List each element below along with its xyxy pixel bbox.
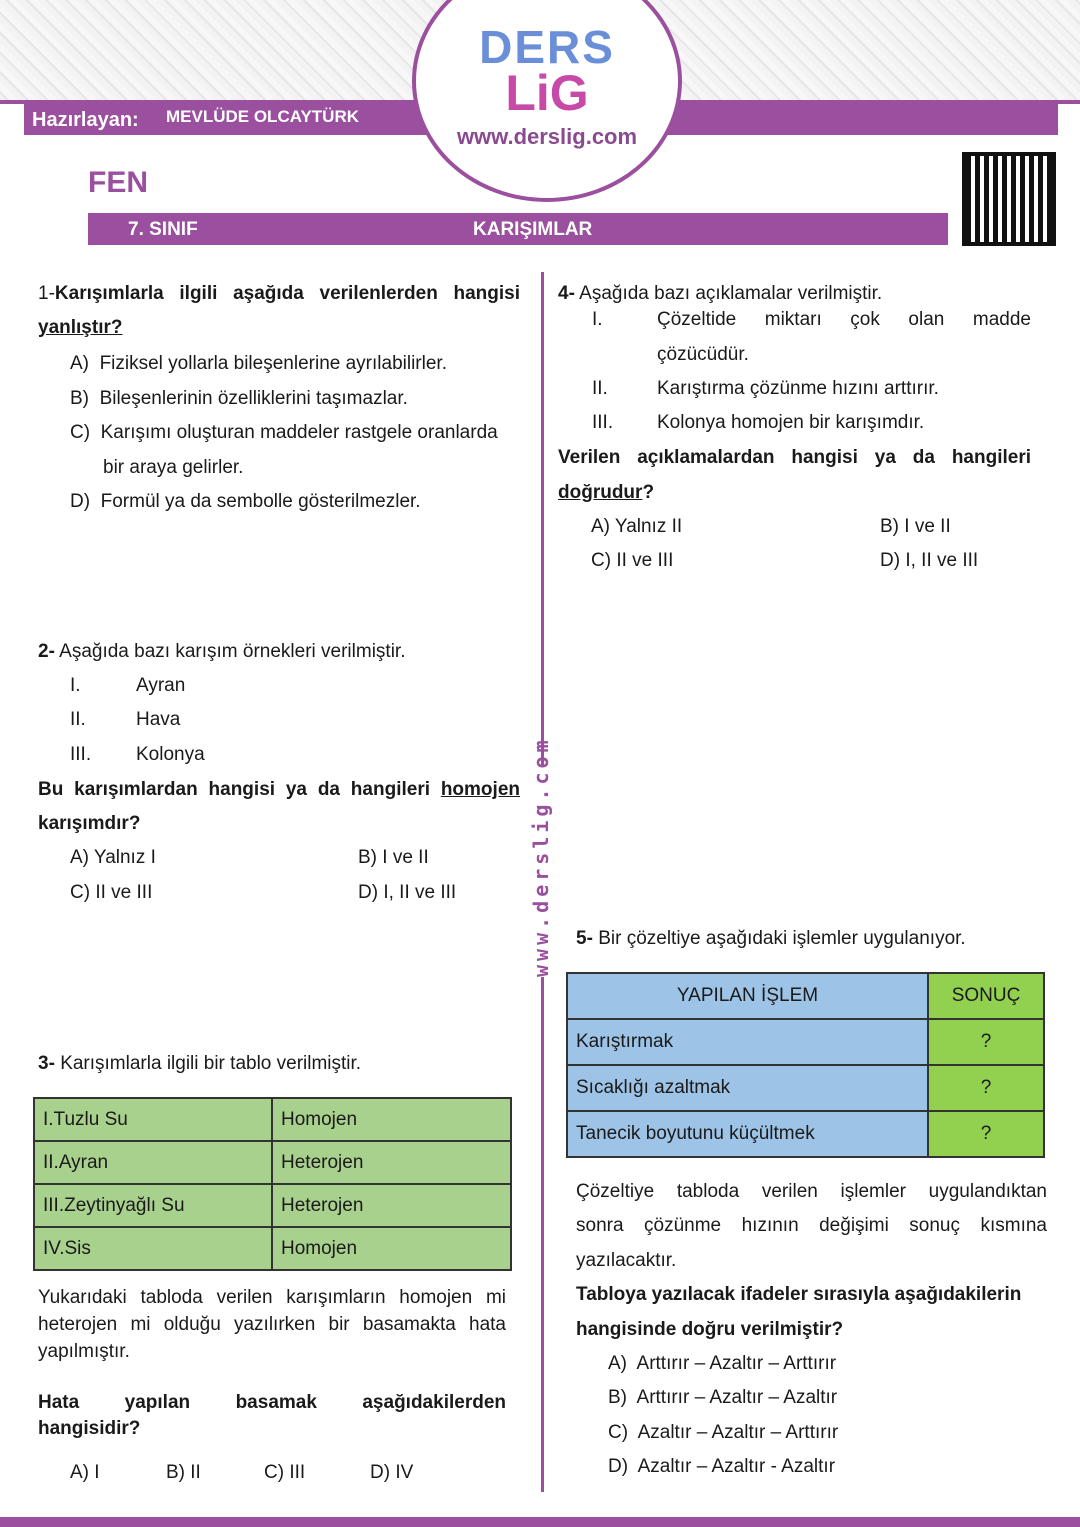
q1-stem-underlined: yanlıştır? (38, 317, 123, 338)
q1-stem: Karışımlarla ilgili aşağıda verilenlerden hangisi (54, 283, 520, 304)
q5-stem-cont: hangisinde doğru verilmiştir? (576, 1319, 844, 1340)
option-text: Arttırır – Azaltır – Azaltır (636, 1387, 838, 1408)
q3-stem: Hata yapılan basamak aşağıdakilerden (38, 1392, 506, 1413)
q2-stem-underlined: homojen (440, 779, 520, 800)
table-row (34, 1141, 511, 1184)
q5-option-d[interactable] (608, 1450, 835, 1485)
q1-option-b[interactable] (70, 382, 408, 417)
option-text: Karışımı oluşturan maddeler rastgele oranlarda (100, 422, 498, 443)
q4-option-a[interactable]: A) Yalnız II (591, 516, 683, 537)
footer-bar (0, 1517, 1080, 1527)
q4-option-c[interactable]: C) II ve III (591, 550, 674, 571)
q4-item-num: II. (592, 378, 608, 399)
q4-item: Karıştırma çözünme hızını arttırır. (657, 378, 939, 399)
table-cell: Homojen (272, 1098, 511, 1141)
table-cell: ? (928, 1111, 1044, 1157)
table-cell: I.Tuzlu Su (34, 1098, 272, 1141)
option-letter: B) (70, 388, 89, 409)
q2-item: Ayran (136, 675, 186, 696)
q3-option-d[interactable]: D) IV (370, 1462, 414, 1483)
q1-option-a[interactable] (70, 347, 447, 382)
q5-option-a[interactable] (608, 1347, 836, 1382)
table-cell: Tanecik boyutunu küçültmek (567, 1111, 928, 1157)
q4-option-b[interactable]: B) I ve II (880, 516, 951, 537)
q2-number: 2- (38, 641, 55, 662)
author-name: MEVLÜDE OLCAYTÜRK (166, 107, 359, 126)
option-text: Azaltır – Azaltır - Azaltır (637, 1456, 836, 1477)
q5-option-b[interactable] (608, 1381, 837, 1416)
q5-table (566, 972, 1045, 1158)
q3-table (33, 1097, 512, 1271)
option-letter: C) (608, 1422, 629, 1443)
q5-option-c[interactable] (608, 1416, 838, 1451)
table-cell: ? (928, 1065, 1044, 1111)
q3-stem-cont: hangisidir? (38, 1418, 141, 1439)
table-header: YAPILAN İŞLEM (567, 973, 928, 1019)
q3-number: 3- (38, 1053, 55, 1074)
option-letter: C) (70, 422, 91, 443)
q3-paragraph: Yukarıdaki tabloda verilen karışımların homojen mi (38, 1287, 506, 1308)
q3-intro: Karışımlarla ilgili bir tablo verilmiştir. (60, 1053, 362, 1074)
q2-item: Kolonya (136, 744, 205, 765)
derslig-logo (412, 0, 682, 202)
q4-stem: Verilen açıklamalardan hangisi ya da hangileri (558, 447, 1031, 468)
q4-qmark: ? (642, 482, 655, 503)
grade-label: 7. SINIF (128, 219, 198, 240)
qr-code-icon[interactable] (962, 152, 1056, 246)
table-cell: Heterojen (272, 1141, 511, 1184)
q3-option-c[interactable]: C) III (264, 1462, 306, 1483)
option-letter: B) (608, 1387, 627, 1408)
q2-option-c[interactable]: C) II ve III (70, 882, 153, 903)
title-bar (88, 213, 948, 245)
logo-text-bottom: LiG (505, 65, 589, 121)
q5-paragraph: Çözeltiye tabloda verilen işlemler uygulandıktan (576, 1181, 1047, 1202)
table-row (567, 1019, 1044, 1065)
q2-option-b[interactable]: B) I ve II (358, 847, 429, 868)
q1-option-c-cont: bir araya gelirler. (103, 457, 244, 478)
q1-option-c[interactable] (70, 416, 498, 451)
q4-number: 4- (558, 283, 575, 304)
q2-intro: Aşağıda bazı karışım örnekleri verilmiştir. (59, 641, 406, 662)
table-cell: Heterojen (272, 1184, 511, 1227)
logo-text-top: DERS (479, 21, 615, 73)
table-cell: ? (928, 1019, 1044, 1065)
q4-item: Çözeltide miktarı çok olan madde (657, 309, 1031, 330)
q2-option-a[interactable]: A) Yalnız I (70, 847, 156, 868)
q3-option-a[interactable]: A) I (70, 1462, 100, 1483)
table-row (34, 1184, 511, 1227)
table-cell: Homojen (272, 1227, 511, 1270)
q5-number: 5- (576, 928, 593, 949)
q4-stem-underlined: doğrudur (558, 482, 643, 503)
q5-paragraph: sonra çözünme hızının değişimi sonuç kısmına (576, 1215, 1047, 1236)
q4-intro: Aşağıda bazı açıklamalar verilmiştir. (579, 283, 883, 304)
option-letter: A) (70, 353, 89, 374)
table-row (567, 1065, 1044, 1111)
option-letter: D) (70, 491, 91, 512)
q2-item-num: III. (70, 744, 92, 765)
q2-item-num: II. (70, 709, 86, 730)
q4-item: Kolonya homojen bir karışımdır. (657, 412, 925, 433)
q4-option-d[interactable]: D) I, II ve III (880, 550, 979, 571)
q1-number: 1- (38, 283, 55, 304)
q5-paragraph: yazılacaktır. (576, 1250, 677, 1271)
q4-item-num: I. (592, 309, 603, 330)
option-letter: A) (608, 1353, 627, 1374)
q2-stem-cont: karışımdır? (38, 813, 141, 834)
q5-stem: Tabloya yazılacak ifadeler sırasıyla aşağıdakilerin (576, 1284, 1022, 1305)
table-header: SONUÇ (928, 973, 1044, 1019)
q2-option-d[interactable]: D) I, II ve III (358, 882, 457, 903)
subject-title: FEN (88, 166, 148, 199)
table-row (34, 1227, 511, 1270)
option-text: Formül ya da sembolle gösterilmezler. (100, 491, 421, 512)
table-cell: IV.Sis (34, 1227, 272, 1270)
q3-paragraph: yapılmıştır. (38, 1341, 130, 1362)
option-text: Arttırır – Azaltır – Arttırır (636, 1353, 837, 1374)
table-header-row (567, 973, 1044, 1019)
option-text: Fiziksel yollarla bileşenlerine ayrılabilirler. (99, 353, 447, 374)
q1-option-d[interactable] (70, 485, 421, 520)
q3-option-b[interactable]: B) II (166, 1462, 201, 1483)
table-cell: Karıştırmak (567, 1019, 928, 1065)
logo-url: www.derslig.com (456, 124, 638, 149)
table-cell: III.Zeytinyağlı Su (34, 1184, 272, 1227)
q2-item-num: I. (70, 675, 81, 696)
q2-stem: Bu karışımlardan hangisi ya da hangileri (38, 779, 430, 800)
q4-item-num: III. (592, 412, 614, 433)
q2-item: Hava (136, 709, 181, 730)
prepared-label: Hazırlayan: (32, 109, 139, 131)
q5-intro: Bir çözeltiye aşağıdaki işlemler uygulanıyor. (598, 928, 966, 949)
watermark: www.derslig.com (529, 736, 553, 977)
topic-label: KARIŞIMLAR (473, 219, 593, 240)
option-letter: D) (608, 1456, 629, 1477)
table-cell: Sıcaklığı azaltmak (567, 1065, 928, 1111)
q4-item-cont: çözücüdür. (657, 344, 749, 365)
option-text: Bileşenlerinin özelliklerini taşımazlar. (99, 388, 408, 409)
q3-paragraph: heterojen mi olduğu yazılırken bir basamakta hata (38, 1314, 506, 1335)
table-cell: II.Ayran (34, 1141, 272, 1184)
table-row (34, 1098, 511, 1141)
table-row (567, 1111, 1044, 1157)
option-text: Azaltır – Azaltır – Arttırır (637, 1422, 839, 1443)
